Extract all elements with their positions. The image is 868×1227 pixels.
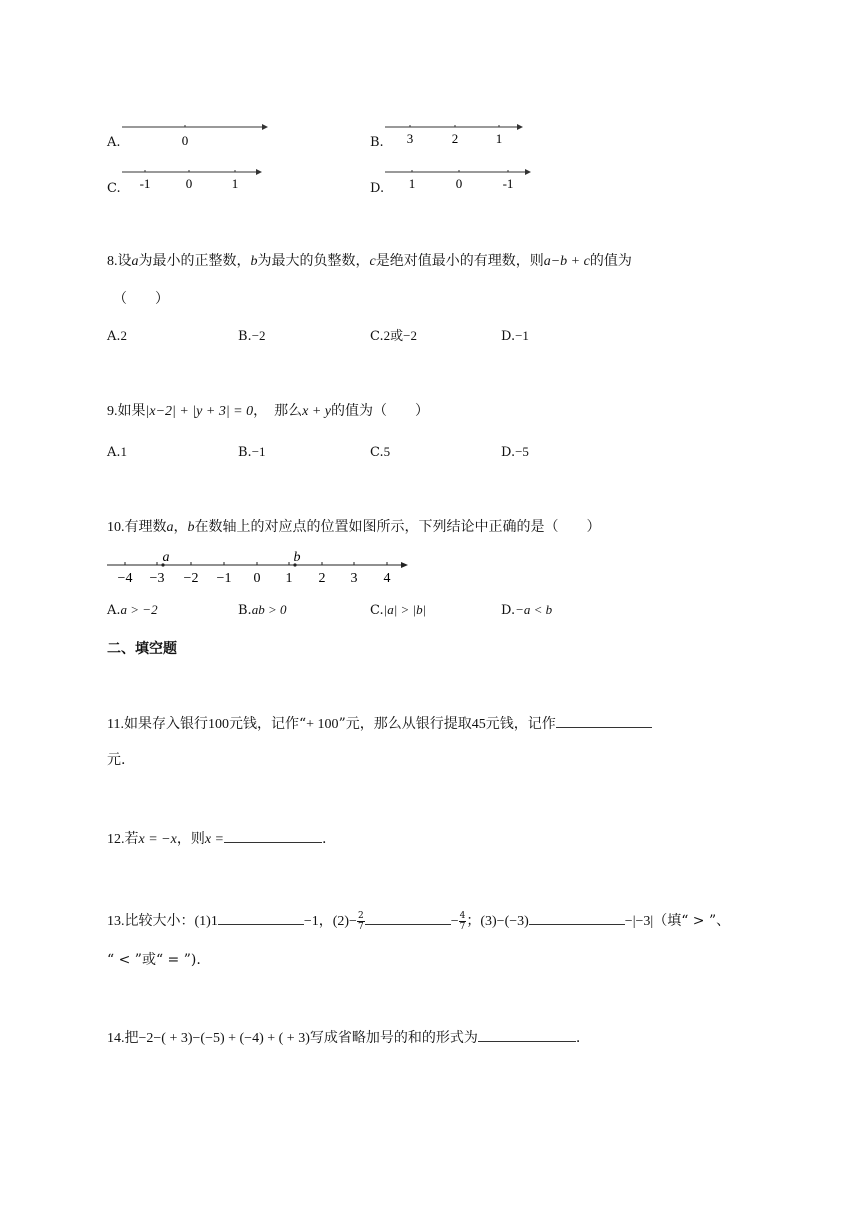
point-a-label: a [162, 550, 170, 565]
q7-c-tick-label: 1 [231, 176, 239, 191]
q10-text: ， [173, 519, 188, 535]
q8-option-a[interactable] [107, 327, 127, 346]
q12-text: ，则 [176, 831, 205, 847]
tick-label: −1 [216, 571, 232, 586]
q9-number: 9. [107, 404, 118, 419]
option-letter: B. [238, 603, 252, 618]
option-value: 1 [120, 444, 128, 459]
q8-option-d[interactable] [501, 327, 529, 346]
point-b-label: b [293, 550, 301, 565]
var-a: a [166, 520, 174, 535]
q13-stem [107, 910, 730, 932]
q7-option-d-letter: D. [370, 181, 385, 196]
q10-option-d[interactable] [501, 601, 552, 620]
q12-expression: x = [204, 832, 224, 847]
fraction-two-sevenths [357, 911, 365, 932]
q14-answer-blank[interactable] [478, 1027, 576, 1042]
q9-option-b[interactable] [238, 443, 266, 462]
q14-stem [107, 1027, 580, 1048]
option-value: −2 [251, 328, 266, 343]
q13-compare-right: −1 [303, 914, 319, 929]
q11-answer-blank[interactable] [556, 713, 652, 728]
q11-text: ”元，那么从银行提取 [338, 716, 472, 732]
q14-text: 把 [124, 1030, 139, 1046]
option-value: −1 [515, 328, 529, 343]
q10-text: 有理数 [124, 519, 167, 535]
q7-option-c-number-line [122, 165, 270, 195]
q12-text: . [322, 831, 327, 847]
q8-text: 设 [117, 253, 132, 269]
q7-option-b-letter: B. [370, 135, 384, 150]
var-a: a [131, 254, 139, 269]
q7-c-tick-label: -1 [139, 176, 151, 191]
option-value: a > −2 [120, 602, 158, 617]
q8-option-b[interactable] [238, 327, 266, 346]
q7-option-c-letter: C. [107, 181, 121, 196]
tick-label: 0 [253, 571, 261, 586]
q9-option-d[interactable] [501, 443, 529, 462]
q11-line2: 元. [107, 752, 126, 768]
q8-answer-paren: （ ） [113, 291, 169, 307]
q8-expression: a−b + c [543, 254, 590, 269]
q10-text: 在数轴上的对应点的位置如图所示，下列结论中正确的是（ ） [194, 519, 601, 535]
q13-blank-1[interactable] [218, 910, 304, 925]
option-letter: A. [107, 329, 121, 344]
q13-number: 13. [107, 914, 125, 929]
option-value: |a| > |b| [383, 602, 427, 617]
option-letter: C. [370, 603, 384, 618]
q13-text: 比较大小： [124, 913, 195, 929]
q14-expression: −2−( + 3)−(−5) + (−4) + ( + 3) [138, 1031, 310, 1046]
option-value: ab > 0 [251, 602, 287, 617]
q13-compare-left: (1)1 [194, 914, 218, 929]
var-b: b [250, 254, 258, 269]
q13-line2: “ < ”或“ = ”). [107, 952, 201, 968]
option-letter: B. [238, 329, 252, 344]
q10-number-line [105, 548, 415, 588]
q10-number: 10. [107, 520, 125, 535]
option-letter: A. [107, 603, 121, 618]
frac-denominator: 7 [357, 921, 364, 932]
q11-text: 元钱，记作 [485, 716, 556, 732]
option-value: 2或−2 [383, 328, 417, 343]
q10-option-a[interactable] [107, 601, 158, 620]
tick-label: 4 [383, 571, 391, 586]
q9-text: 如果 [117, 403, 146, 419]
q7-b-tick-label: 3 [406, 131, 414, 146]
q9-text: ， 那么 [253, 403, 303, 419]
q7-option-b-number-line [385, 120, 530, 150]
q11-number-value: + 100 [306, 717, 339, 732]
option-value: 2 [120, 328, 128, 343]
q14-text: 写成省略加号的和的形式为 [309, 1030, 478, 1046]
q12-stem [107, 828, 326, 849]
frac-denominator: 7 [459, 921, 466, 932]
q7-b-tick-label: 2 [451, 131, 459, 146]
q14-number: 14. [107, 1031, 125, 1046]
option-letter: D. [501, 445, 516, 460]
tick-label: 3 [350, 571, 358, 586]
q13-text: ， [318, 913, 333, 929]
q7-d-tick-label: -1 [502, 176, 514, 191]
tick-label: 1 [285, 571, 293, 586]
q13-text: （填“ > ”、 [653, 913, 731, 929]
q13-compare-left: (3)−(−3) [480, 914, 529, 929]
option-letter: B. [238, 445, 252, 460]
q14-text: . [575, 1030, 581, 1046]
tick-label: −3 [149, 571, 165, 586]
q13-blank-3[interactable] [529, 910, 625, 925]
option-value: −5 [515, 444, 529, 459]
q7-option-a-letter: A. [107, 135, 121, 150]
frac-numerator: 2 [357, 910, 364, 921]
option-value: −a < b [515, 602, 553, 617]
q9-expression: x + y [302, 404, 331, 419]
q7-b-tick-label: 1 [495, 131, 503, 146]
section-heading-fill-in: 二、填空题 [107, 641, 177, 657]
q13-blank-2[interactable] [365, 910, 451, 925]
q8-stem [107, 252, 632, 271]
q9-option-c[interactable] [370, 443, 390, 462]
q7-d-tick-label: 0 [455, 176, 463, 191]
q12-equation: x = −x [138, 832, 177, 847]
q7-option-a-number-line [122, 120, 272, 150]
q7-c-tick-label: 0 [185, 176, 193, 191]
q10-stem [107, 518, 601, 537]
var-b: b [187, 520, 195, 535]
q10-option-b[interactable] [238, 601, 286, 620]
q9-option-a[interactable] [107, 443, 127, 462]
q9-text: 的值为（ ） [331, 403, 429, 419]
q13-compare-left: (2)− [332, 914, 357, 929]
option-letter: C. [370, 445, 384, 460]
q11-text: 元钱，记作“ [228, 716, 307, 732]
q8-text: 的值为 [589, 253, 632, 269]
tick-label: −4 [117, 571, 133, 586]
option-letter: C. [370, 329, 384, 344]
q11-number-value: 45 [471, 717, 486, 732]
q11-text: 如果存入银行 [123, 716, 208, 732]
q9-stem [107, 402, 429, 421]
option-letter: D. [501, 603, 516, 618]
var-c: c [369, 254, 376, 269]
tick-label: 2 [318, 571, 326, 586]
q11-number: 11. [107, 717, 124, 732]
q7-option-d-number-line [385, 165, 535, 195]
q8-number: 8. [107, 254, 118, 269]
frac-numerator: 4 [459, 910, 466, 921]
q7-d-tick-label: 1 [408, 176, 416, 191]
option-letter: A. [107, 445, 121, 460]
option-value: −1 [251, 444, 266, 459]
q12-number: 12. [107, 832, 125, 847]
q10-option-c[interactable] [370, 601, 426, 620]
q8-text: 为最小的正整数， [138, 253, 251, 269]
q11-stem [107, 713, 652, 734]
q8-option-c[interactable] [370, 327, 417, 346]
q8-text: 是绝对值最小的有理数，则 [375, 253, 544, 269]
q13-compare-right: − [450, 914, 459, 929]
q12-text: 若 [124, 831, 139, 847]
q13-compare-right: −|−3| [624, 914, 654, 929]
q9-equation: |x−2| + |y + 3| = 0 [145, 404, 254, 419]
q11-number-value: 100 [207, 717, 229, 732]
q12-answer-blank[interactable] [224, 828, 322, 843]
q13-text: ； [466, 913, 481, 929]
option-letter: D. [501, 329, 516, 344]
option-value: 5 [383, 444, 391, 459]
tick-label: −2 [183, 571, 199, 586]
q7-a-tick-label: 0 [181, 133, 189, 148]
q8-text: 为最大的负整数， [257, 253, 370, 269]
